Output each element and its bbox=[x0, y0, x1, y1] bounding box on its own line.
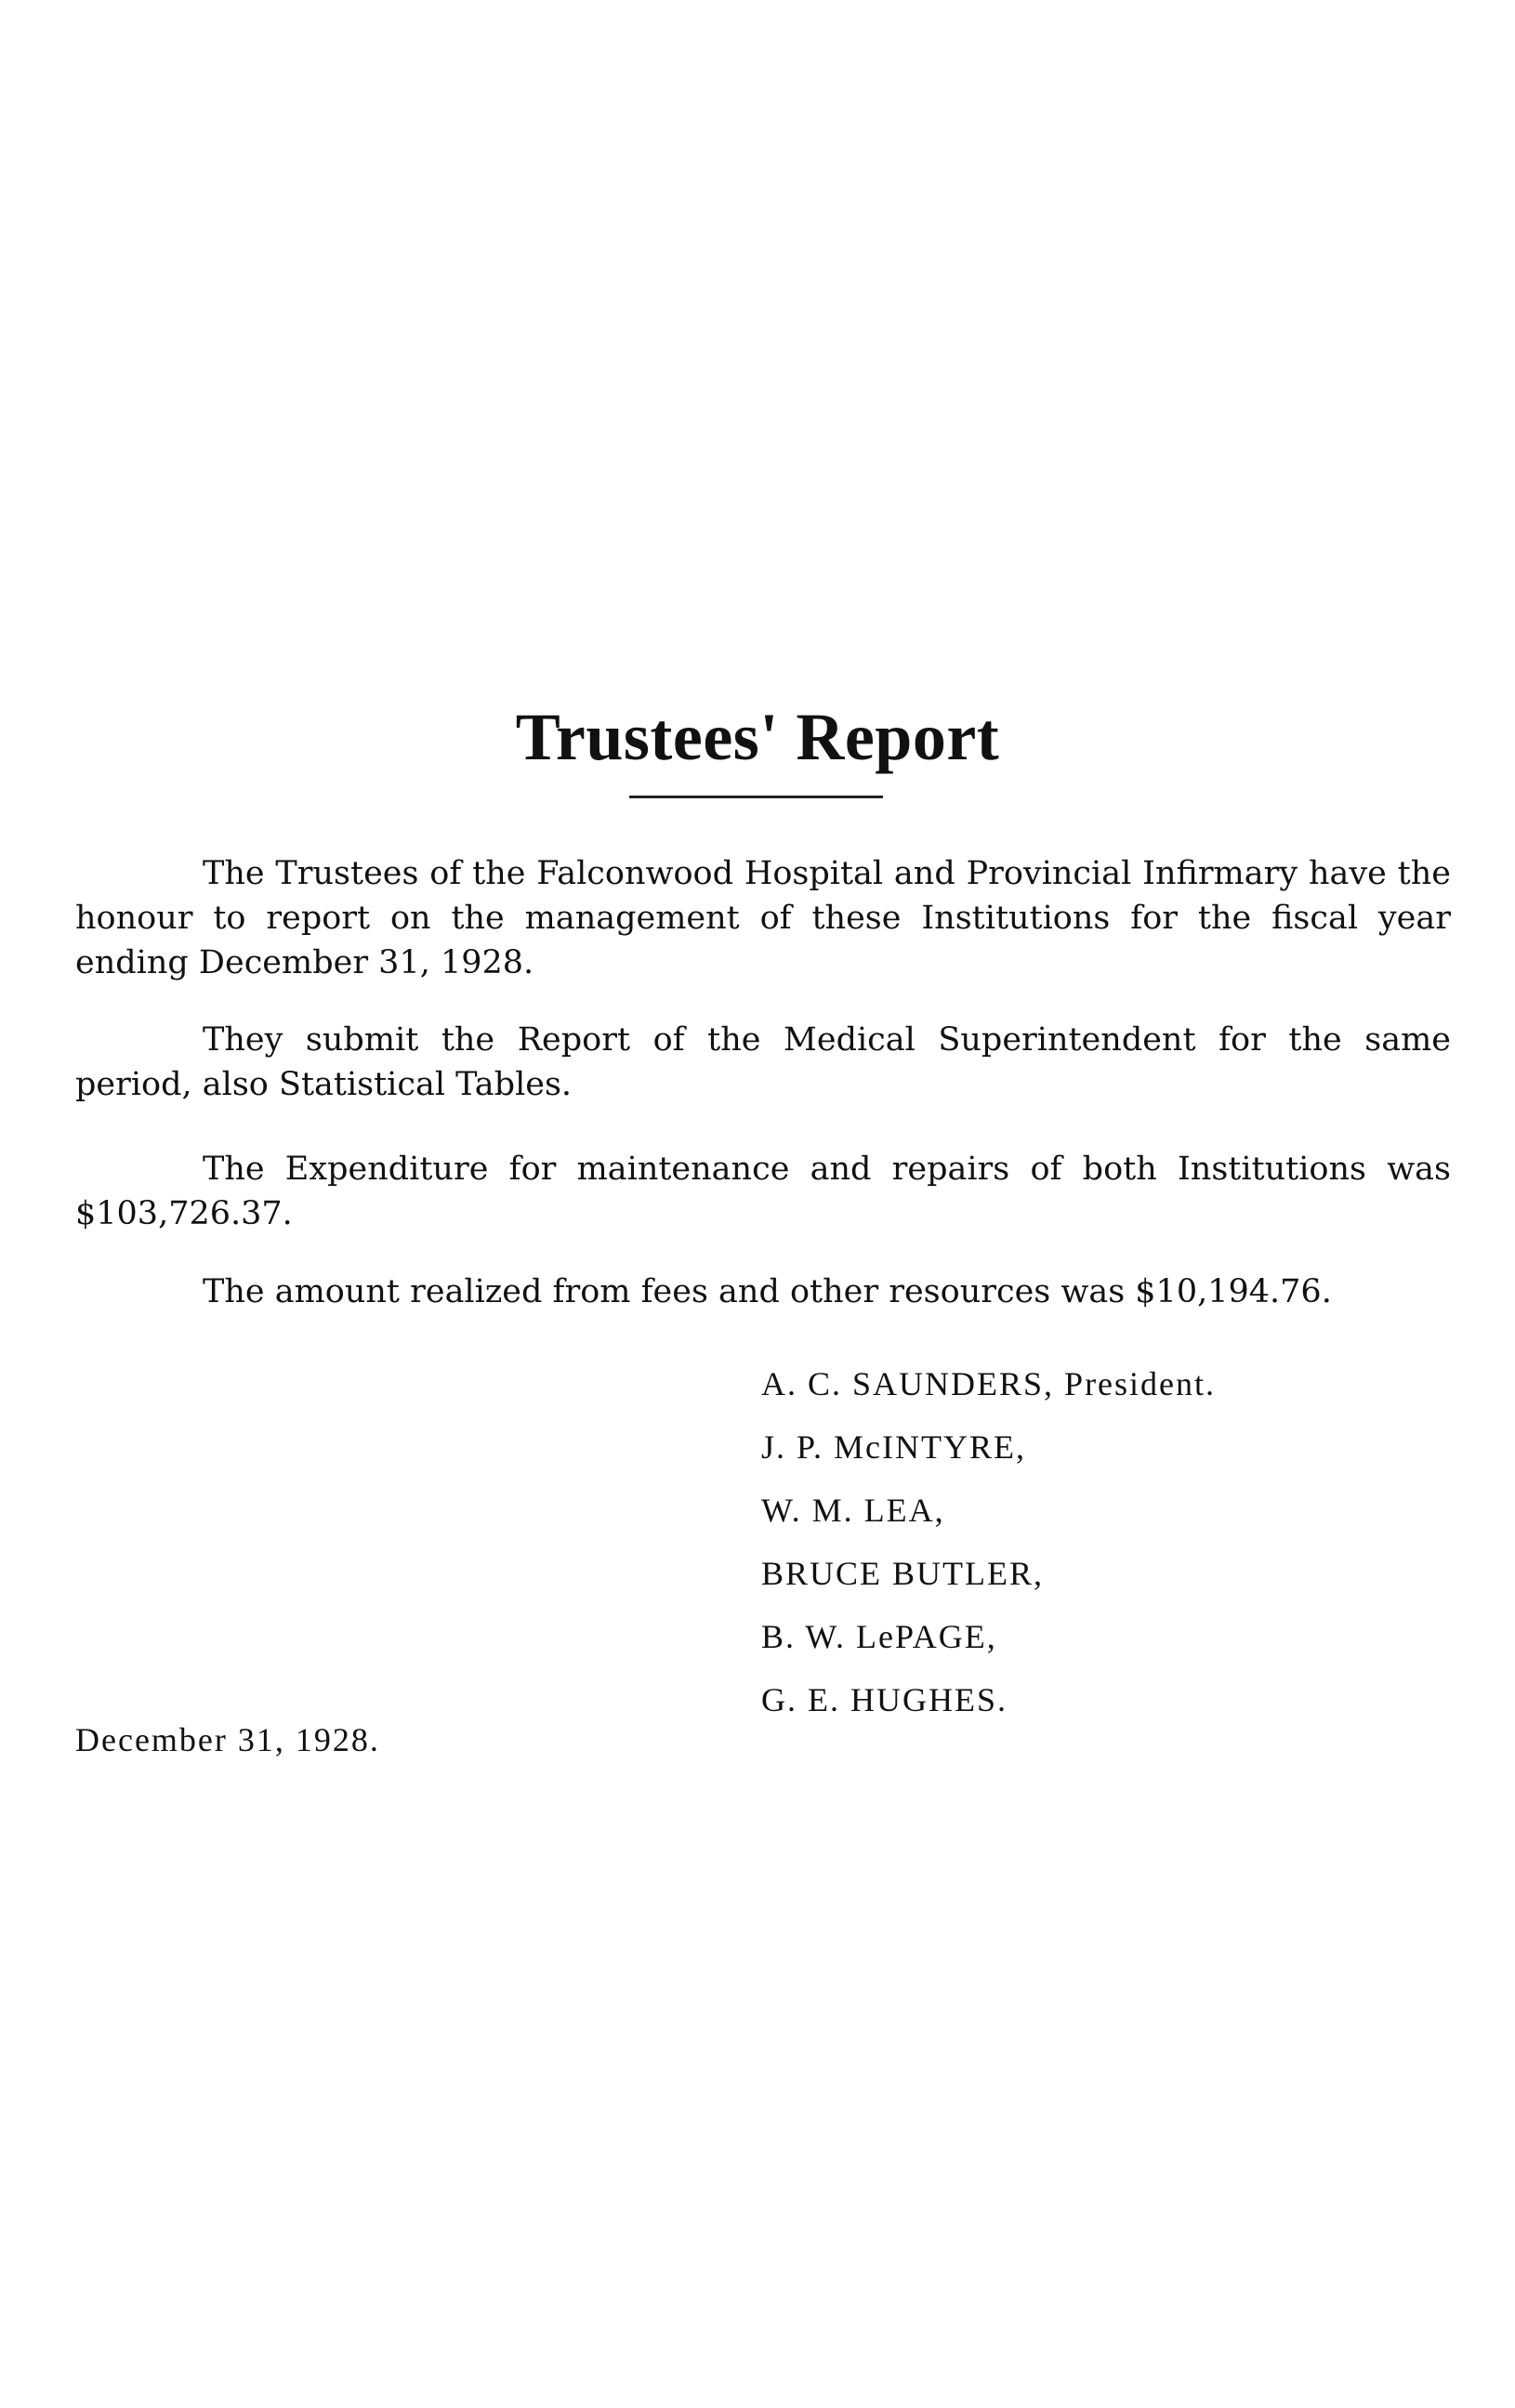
signatory: G. E. HUGHES. bbox=[761, 1681, 1008, 1718]
paragraph-revenue: The amount realized from fees and other resources was $10,194.76. bbox=[203, 1273, 1332, 1310]
signatory-list bbox=[761, 1352, 1216, 1731]
signatory: J. P. McINTYRE, bbox=[761, 1428, 1027, 1466]
paragraph-submission: They submit the Report of the Medical Superintendent for the same period, also Statistical Tables. bbox=[75, 1021, 1451, 1103]
page-title: Trustees' Report bbox=[515, 700, 1000, 775]
signatory: B. W. LePAGE, bbox=[761, 1618, 997, 1655]
signatory: BRUCE BUTLER, bbox=[761, 1555, 1045, 1592]
signatory: W. M. LEA, bbox=[761, 1492, 945, 1529]
paragraph-intro: The Trustees of the Falconwood Hospital and Provincial Infirmary have the honour to report on the management of these Institutions for the fiscal year ending December 31, 1928. bbox=[75, 855, 1451, 981]
document-date: December 31, 1928. bbox=[75, 1721, 380, 1758]
title-divider bbox=[629, 796, 883, 798]
paragraph-expenditure: The Expenditure for maintenance and repairs of both Institutions was $103,726.37. bbox=[75, 1151, 1451, 1232]
signatory-president: A. C. SAUNDERS, President. bbox=[761, 1365, 1217, 1402]
